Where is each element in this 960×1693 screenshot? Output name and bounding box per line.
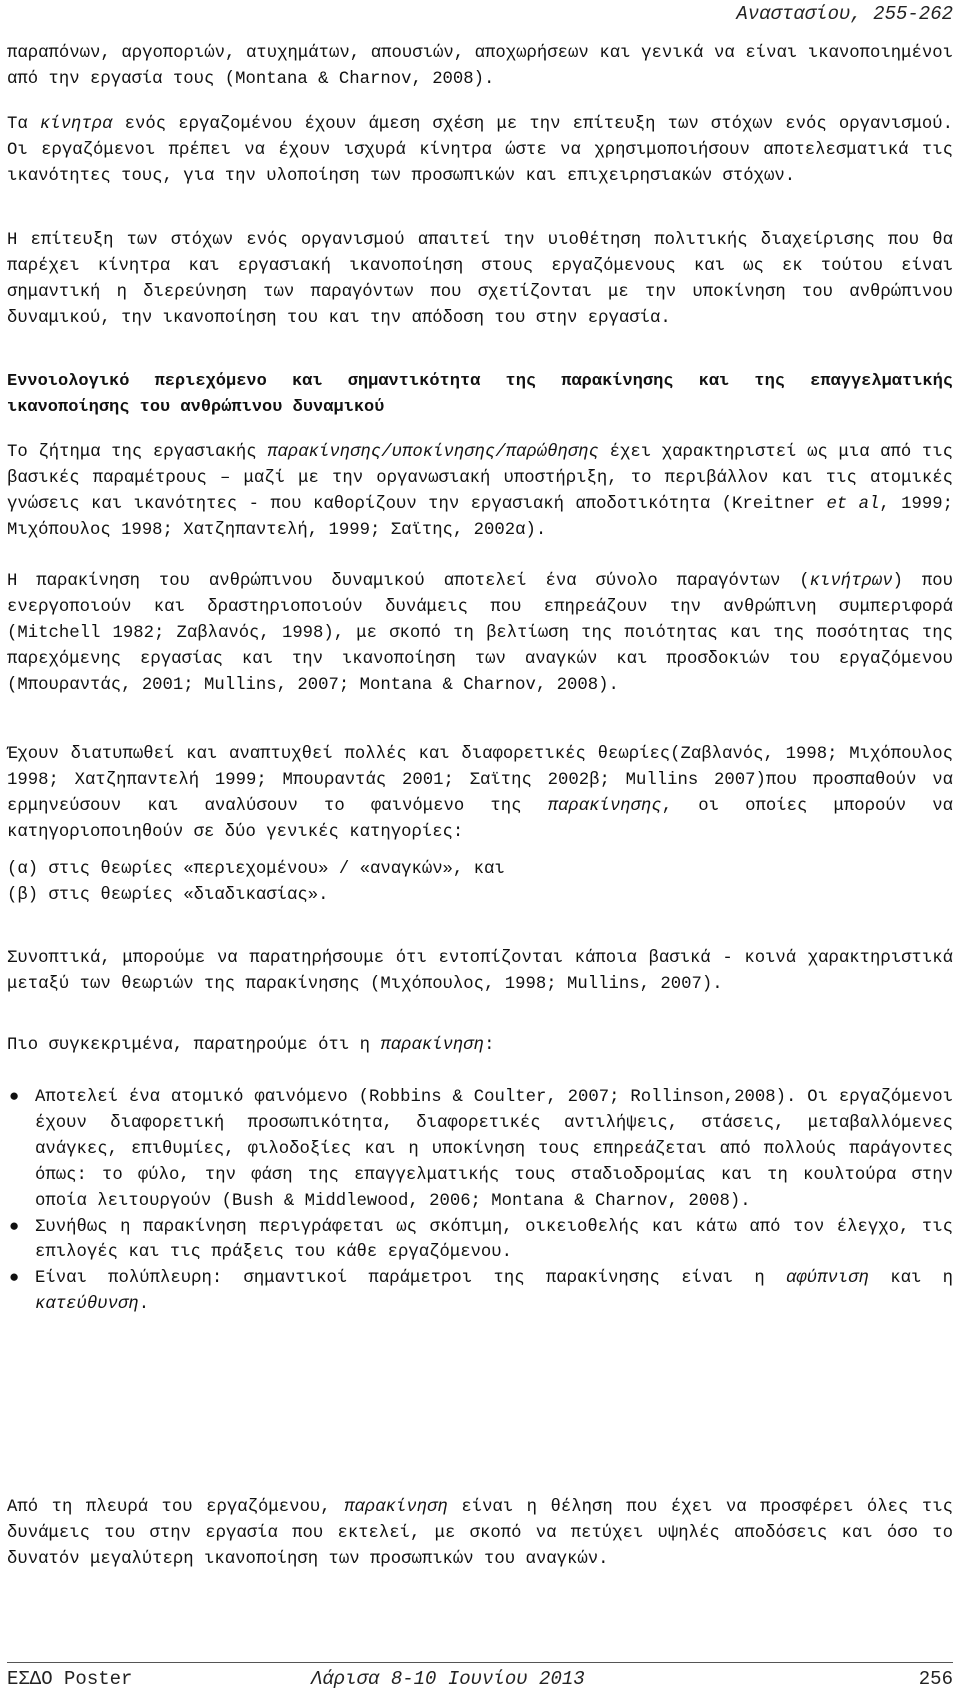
paragraph-3: Η επίτευξη των στόχων ενός οργανισμού απαιτεί την υιοθέτηση πολιτικής διαχείρισης που θα παρέχει κίνητρα και εργασιακή ικανοποίηση στους εργαζόμενους και ως εκ τούτου είναι σημαντική η διερεύνηση των παραγόντων που σχετίζονται με την υποκίνηση του ανθρώπινου δυναμικού, την ικανοποίηση του και την απόδοση του στην εργασία. <box>7 231 953 328</box>
running-header: Αναστασίου, 255-262 <box>736 3 953 25</box>
paragraph-8: Πιο συγκεκριμένα, παρατηρούμε ότι η παρακίνηση: <box>7 1036 495 1055</box>
theory-category-b: (β) στις θεωρίες «διαδικασίας». <box>7 886 329 905</box>
list-item: ● Συνήθως η παρακίνηση περιγράφεται ως σκόπιμη, οικειοθελής και κάτω από τον έλεγχο, τις επιλογές και τις πράξεις του κάθε εργαζόμενου. <box>7 1215 953 1267</box>
bullet-icon: ● <box>9 1269 20 1289</box>
footer-event-label: ΕΣΔΟ Poster <box>7 1668 133 1690</box>
page-number: 256 <box>918 1668 953 1690</box>
footer-location-date: Λάρισα 8-10 Ιουνίου 2013 <box>311 1668 585 1690</box>
paragraph-6: Έχουν διατυπωθεί και αναπτυχθεί πολλές και διαφορετικές θεωρίες(Ζαβλανός, 1998; Μιχόπουλος 1998; Χατζηπαντελή 1999; Μπουραντάς 2001; Σαϊτης 2002β; Mullins 2007)που προσπαθούν να ερμηνεύσουν και αναλύσουν το φαινόμενο της παρακίνησης, οι οποίες μπορούν να κατηγοριοποιηθούν σε δύο γενικές κατηγορίες: <box>7 745 953 842</box>
paragraph-7: Συνοπτικά, μπορούμε να παρατηρήσουμε ότι εντοπίζονται κάποια βασικά - κοινά χαρακτηριστικά μεταξύ των θεωριών της παρακίνησης (Μιχόπουλος, 1998; Mullins, 2007). <box>7 949 953 994</box>
paragraph-9: Από τη πλευρά του εργαζόμενου, παρακίνηση είναι η θέληση που έχει να προσφέρει όλες τις δυνάμεις του στην εργασία που εκτελεί, με σκοπό να πετύχει υψηλές αποδόσεις και όσο το δυνατόν μεγαλύτερη ικανοποίηση των προσωπικών του αναγκών. <box>7 1498 953 1569</box>
paragraph-4: Το ζήτημα της εργασιακής παρακίνησης/υποκίνησης/παρώθησης έχει χαρακτηριστεί ως μια από τις βασικές παραμέτρους – μαζί με την οργανωσιακή υποστήριξη, το περιβάλλον και τις ατομικές γνώσεις και ικανότητες - που καθορίζουν την εργασιακή αποδοτικότητα (Kreitner et al, 1999; Μιχόπουλος 1998; Χατζηπαντελή, 1999; Σαϊτης, 2002α). <box>7 443 953 540</box>
motivation-characteristics-list <box>7 1085 953 1318</box>
bullet-icon: ● <box>9 1088 20 1107</box>
footer-divider <box>7 1662 953 1663</box>
bullet-icon: ● <box>9 1217 20 1237</box>
paragraph-1: παραπόνων, αργοποριών, ατυχημάτων, απουσιών, αποχωρήσεων και γενικά να είναι ικανοποιημένοι από την εργασία τους (Montana & Charnov, 2008). <box>7 44 953 89</box>
section-heading: Εννοιολογικό περιεχόμενο και σημαντικότητα της παρακίνησης και της επαγγελματικής ικανοποίησης του ανθρώπινου δυναμικού <box>7 372 953 417</box>
paragraph-2: Τα κίνητρα ενός εργαζομένου έχουν άμεση σχέση με την επίτευξη των στόχων ενός οργανισμού. Οι εργαζόμενοι πρέπει να έχουν ισχυρά κίνητρα ώστε να χρησιμοποιήσουν αποτελεσματικά τις ικανότητες τους, για την υλοποίηση των προσωπικών και επιχειρησιακών στόχων. <box>7 115 953 186</box>
theory-category-a: (α) στις θεωρίες «περιεχομένου» / «αναγκών», και <box>7 860 505 879</box>
list-item: ● Είναι πολύπλευρη: σημαντικοί παράμετροι της παρακίνησης είναι η αφύπνιση και η κατεύθυνση. <box>7 1266 953 1318</box>
list-item: ● Αποτελεί ένα ατομικό φαινόμενο (Robbins & Coulter, 2007; Rollinson,2008). Οι εργαζόμενοι έχουν διαφορετική προσωπικότητα, διαφορετικές αντιλήψεις, στάσεις, μεταβαλλόμενες ανάγκες, επιθυμίες, φιλοδοξίες και η υποκίνηση τους επηρεάζεται από πολλούς παράγοντες όπως: το φύλο, την φάση της επαγγελματικής τους σταδιοδρομίας και τη κουλτούρα στην οποία λειτουργούν (Bush & Middlewood, 2006; Montana & Charnov, 2008). <box>7 1085 953 1215</box>
emphasis-kinitra: κίνητρα <box>39 115 113 134</box>
paragraph-5: Η παρακίνηση του ανθρώπινου δυναμικού αποτελεί ένα σύνολο παραγόντων (κινήτρων) που ενεργοποιούν και δραστηριοποιούν δυνάμεις που επηρεάζουν την ανθρώπινη συμπεριφορά (Mitchell 1982; Ζαβλανός, 1998), με σκοπό τη βελτίωση της ποιότητας και της ποσότητας της παρεχόμενης εργασίας και την ικανοποίηση των αναγκών και προσδοκιών του εργαζόμενου (Μπουραντάς, 2001; Mullins, 2007; Montana & Charnov, 2008). <box>7 572 954 695</box>
document-page <box>7 0 953 1693</box>
